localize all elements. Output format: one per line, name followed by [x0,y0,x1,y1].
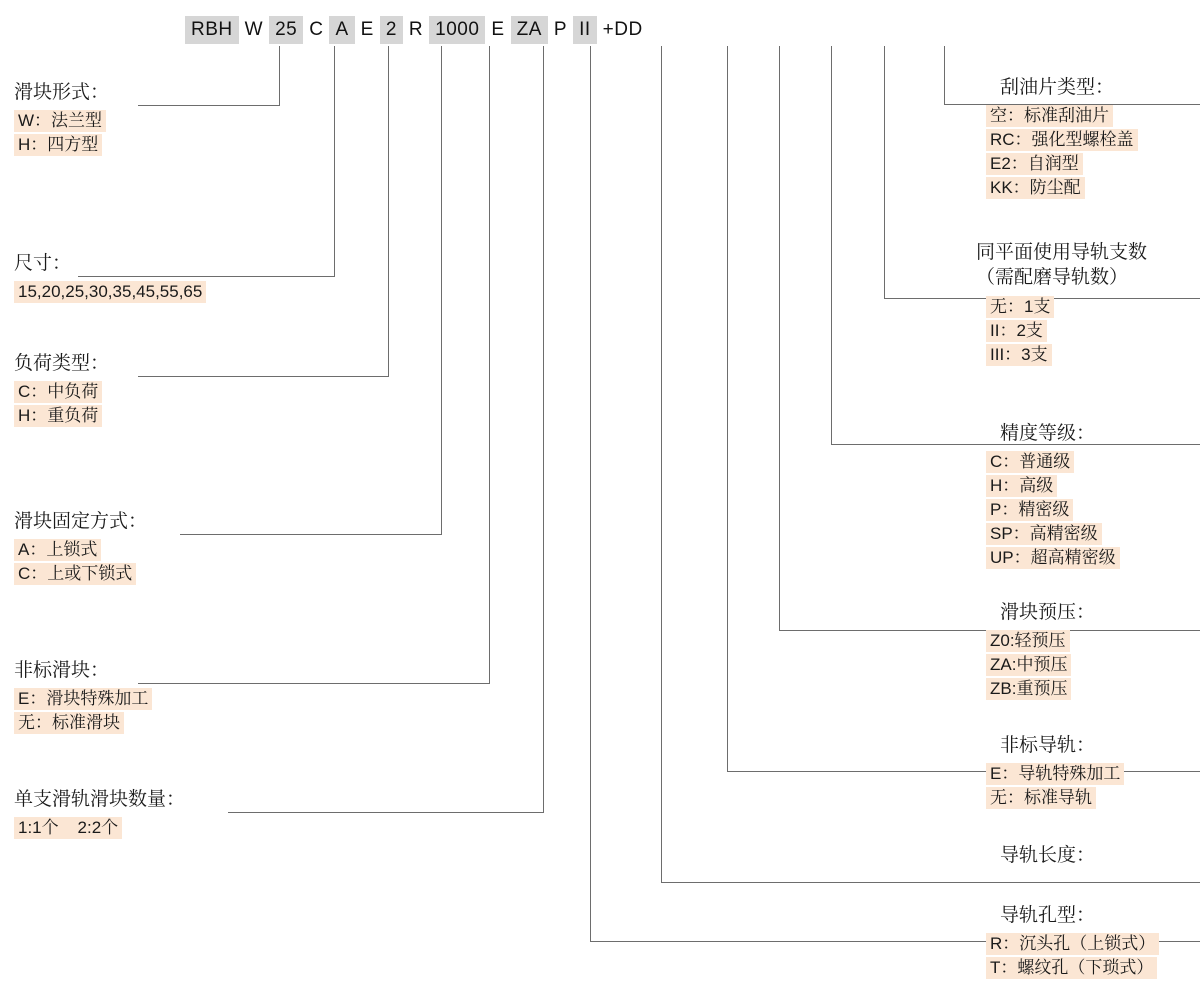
leader-line-rail-hole-vertical [590,46,591,941]
leader-line-special-rail-horizontal [727,771,1200,772]
group-rail-hole-title: 导轨孔型： [1000,905,1096,926]
group-block-count-title: 单支滑轨滑块数量： [14,789,186,810]
group-wiper-type-options [986,105,1138,201]
group-mounting-title: 滑块固定方式： [14,511,148,532]
group-special-block-title: 非标滑块： [14,660,110,681]
group-rail-count-options [986,296,1147,368]
leader-line-mounting-horizontal [180,534,442,535]
group-rail-length-title: 导轨长度： [1000,845,1096,866]
option-item: E2：自润型 [986,153,1083,175]
code-segment-accuracy: P [548,16,573,44]
option-item: KK：防尘配 [986,177,1085,199]
option-item: UP：超高精密级 [986,547,1120,569]
group-rail-hole [990,905,1159,981]
group-accuracy [990,423,1120,571]
group-preload-title: 滑块预压： [1000,602,1096,623]
group-special-block [14,660,152,736]
code-segment-rail-hole: R [403,16,429,44]
group-special-rail-title: 非标导轨： [1000,735,1096,756]
code-segment-rail-count: II [573,16,597,44]
option-item: ZA:中预压 [986,654,1071,676]
leader-line-special-block-horizontal [138,683,490,684]
group-preload [990,602,1096,702]
code-segment-load-type: C [303,16,329,44]
leader-line-wiper-vertical [944,46,945,104]
group-load-type [14,353,109,429]
group-mounting [14,511,147,587]
leader-line-mounting-vertical [441,46,442,534]
group-rail-count [976,240,1147,368]
group-size-options [14,281,206,305]
option-item: 无：标准导轨 [986,787,1096,809]
group-wiper-type [990,77,1138,201]
group-special-block-options [14,688,152,736]
option-item: C：中负荷 [14,381,102,403]
group-rail-count-title: 同平面使用导轨支数 [976,242,1148,263]
option-item: 空：标准刮油片 [986,105,1113,127]
option-item: H：重负荷 [14,405,102,427]
option-item: 1:1个 2:2个 [14,817,122,839]
option-item: W：法兰型 [14,110,106,132]
group-block-type-title: 滑块形式： [14,82,110,103]
option-item: RC：强化型螺栓盖 [986,129,1138,151]
code-segment-model: RBH [185,16,239,44]
code-segment-mounting: A [329,16,354,44]
option-item: H：四方型 [14,134,102,156]
leader-line-rail-length-horizontal [661,882,1200,883]
group-load-type-title: 负荷类型： [14,353,110,374]
option-item: 无：标准滑块 [14,712,124,734]
group-load-type-options [14,381,109,429]
option-item: E：滑块特殊加工 [14,688,152,710]
code-segment-special-rail: E [485,16,510,44]
group-block-count-options [14,817,185,841]
leader-line-block-count-horizontal [228,812,544,813]
leader-line-special-block-vertical [489,46,490,683]
option-item: R：沉头孔（上锁式） [986,933,1159,955]
group-rail-hole-options [986,933,1159,981]
option-item: H：高级 [986,475,1057,497]
option-item: SP：高精密级 [986,523,1102,545]
code-segment-block-count: 2 [380,16,403,44]
code-segment-size: 25 [269,16,303,44]
group-block-type-options [14,110,109,158]
leader-line-block-type-vertical [279,46,280,105]
leader-line-rail-count-vertical [884,46,885,298]
option-item: C：上或下锁式 [14,563,136,585]
code-segment-wiper-type: +DD [597,16,649,44]
leader-line-block-count-vertical [543,46,544,812]
group-size [14,253,206,305]
option-item: T：螺纹孔（下琐式） [986,957,1157,979]
group-special-rail-options [986,763,1124,811]
option-item: II：2支 [986,320,1047,342]
group-rail-length [1000,845,1095,873]
option-item: 无：1支 [986,296,1054,318]
option-item: E：导轨特殊加工 [986,763,1124,785]
leader-line-block-type-horizontal [138,105,280,106]
leader-line-special-rail-vertical [727,46,728,771]
leader-line-accuracy-vertical [831,46,832,444]
group-block-count [14,789,185,841]
group-block-type [14,82,109,158]
option-item: III：3支 [986,344,1052,366]
leader-line-size-vertical [334,46,335,276]
part-number-code [185,16,649,44]
leader-line-rail-length-vertical [661,46,662,882]
option-item: A：上锁式 [14,539,101,561]
group-accuracy-options [986,451,1120,571]
code-segment-special-block: E [355,16,380,44]
group-preload-options [986,630,1095,702]
group-rail-count-subtitle: （需配磨导轨数） [976,267,1129,288]
leader-line-load-type-vertical [388,46,389,376]
option-item: 15,20,25,30,35,45,55,65 [14,281,206,303]
group-wiper-type-title: 刮油片类型： [1000,77,1115,98]
code-segment-block-type: W [239,16,269,44]
group-accuracy-title: 精度等级： [1000,423,1096,444]
group-special-rail [990,735,1124,811]
option-item: C：普通级 [986,451,1074,473]
group-size-title: 尺寸： [14,253,72,274]
option-item: ZB:重预压 [986,678,1071,700]
leader-line-preload-vertical [779,46,780,630]
code-segment-rail-length: 1000 [429,16,485,44]
option-item: Z0:轻预压 [986,630,1070,652]
option-item: P：精密级 [986,499,1073,521]
leader-line-load-type-horizontal [138,376,389,377]
code-segment-preload: ZA [511,16,548,44]
group-mounting-options [14,539,147,587]
